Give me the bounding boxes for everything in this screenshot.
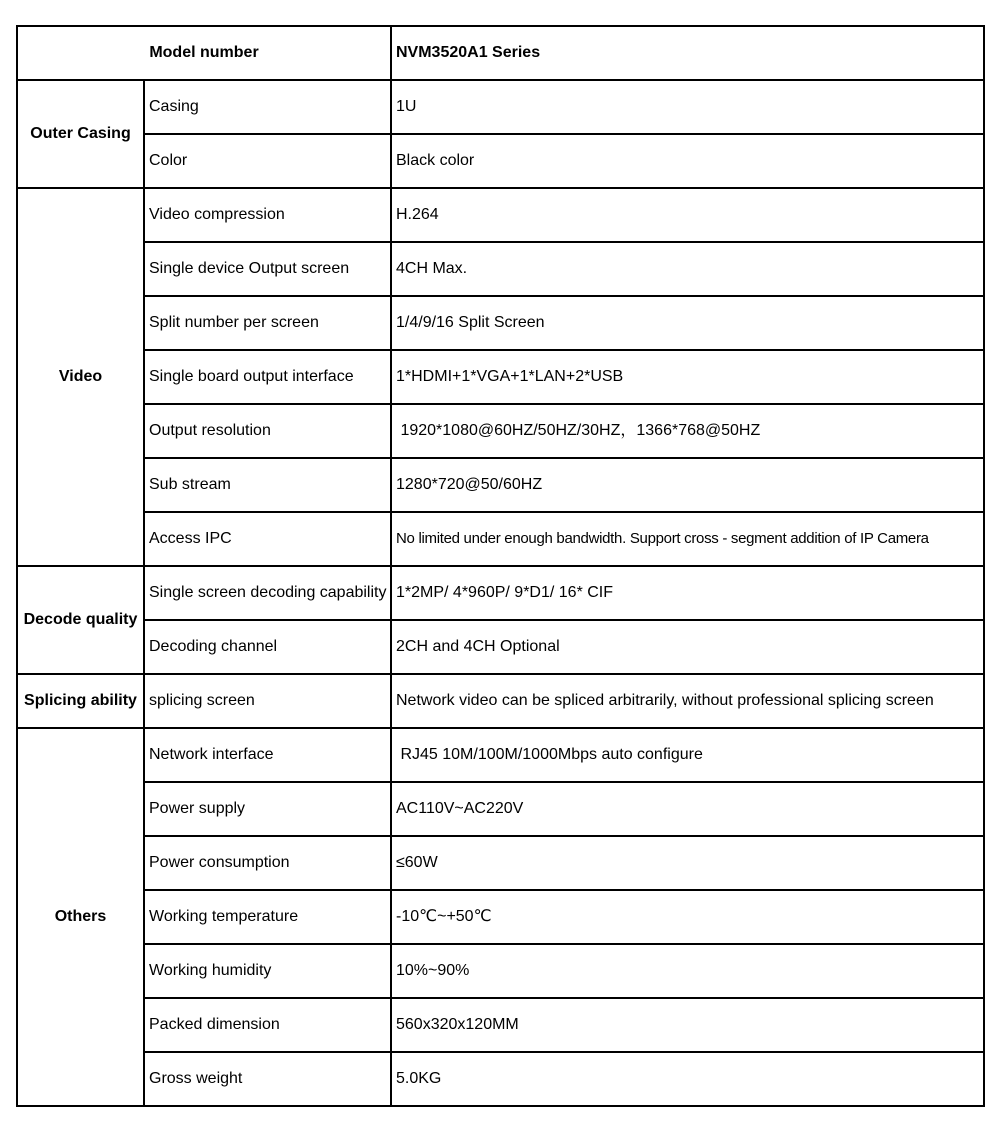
table-row [17,134,984,188]
table-row [17,296,984,350]
value-cell: 1*HDMI+1*VGA+1*LAN+2*USB [391,350,984,404]
table-row [17,728,984,782]
param-cell: Sub stream [144,458,391,512]
value-cell: Network video can be spliced arbitrarily, without professional splicing screen [391,674,984,728]
param-cell: splicing screen [144,674,391,728]
spec-table [16,25,985,1107]
table-row [17,836,984,890]
param-cell: Split number per screen [144,296,391,350]
param-cell: Packed dimension [144,998,391,1052]
table-row [17,188,984,242]
param-cell: Color [144,134,391,188]
param-cell: Decoding channel [144,620,391,674]
value-cell: H.264 [391,188,984,242]
table-row [17,998,984,1052]
category-splicing-ability: Splicing ability [17,674,144,728]
table-row [17,458,984,512]
table-row [17,890,984,944]
value-cell: 4CH Max. [391,242,984,296]
param-cell: Single board output interface [144,350,391,404]
value-cell: Black color [391,134,984,188]
param-cell: Video compression [144,188,391,242]
table-row [17,242,984,296]
category-outer-casing: Outer Casing [17,80,144,188]
table-row [17,350,984,404]
table-row [17,80,984,134]
table-row [17,512,984,566]
param-cell: Working humidity [144,944,391,998]
param-cell: Access IPC [144,512,391,566]
table-row [17,674,984,728]
value-cell: ≤60W [391,836,984,890]
value-cell: AC110V~AC220V [391,782,984,836]
table-row [17,782,984,836]
value-cell: 5.0KG [391,1052,984,1106]
value-cell: 1920*1080@60HZ/50HZ/30HZ，1366*768@50HZ [391,404,984,458]
param-cell: Single screen decoding capability [144,566,391,620]
table-row [17,404,984,458]
table-row [17,1052,984,1106]
model-number-header: Model number [17,26,391,80]
value-cell: 10%~90% [391,944,984,998]
param-cell: Gross weight [144,1052,391,1106]
value-cell: 1*2MP/ 4*960P/ 9*D1/ 16* CIF [391,566,984,620]
param-cell: Single device Output screen [144,242,391,296]
value-cell: 1U [391,80,984,134]
table-row [17,620,984,674]
param-cell: Working temperature [144,890,391,944]
table-row [17,944,984,998]
param-cell: Casing [144,80,391,134]
category-others: Others [17,728,144,1106]
header-row [17,26,984,80]
value-cell: 1280*720@50/60HZ [391,458,984,512]
value-cell: -10℃~+50℃ [391,890,984,944]
value-cell: 560x320x120MM [391,998,984,1052]
param-cell: Power consumption [144,836,391,890]
category-decode-quality: Decode quality [17,566,144,674]
value-cell: RJ45 10M/100M/1000Mbps auto configure [391,728,984,782]
value-cell: 1/4/9/16 Split Screen [391,296,984,350]
param-cell: Network interface [144,728,391,782]
table-row [17,566,984,620]
value-cell: No limited under enough bandwidth. Support cross - segment addition of IP Camera [391,512,984,566]
param-cell: Output resolution [144,404,391,458]
category-video: Video [17,188,144,566]
value-cell: 2CH and 4CH Optional [391,620,984,674]
series-header: NVM3520A1 Series [391,26,984,80]
param-cell: Power supply [144,782,391,836]
